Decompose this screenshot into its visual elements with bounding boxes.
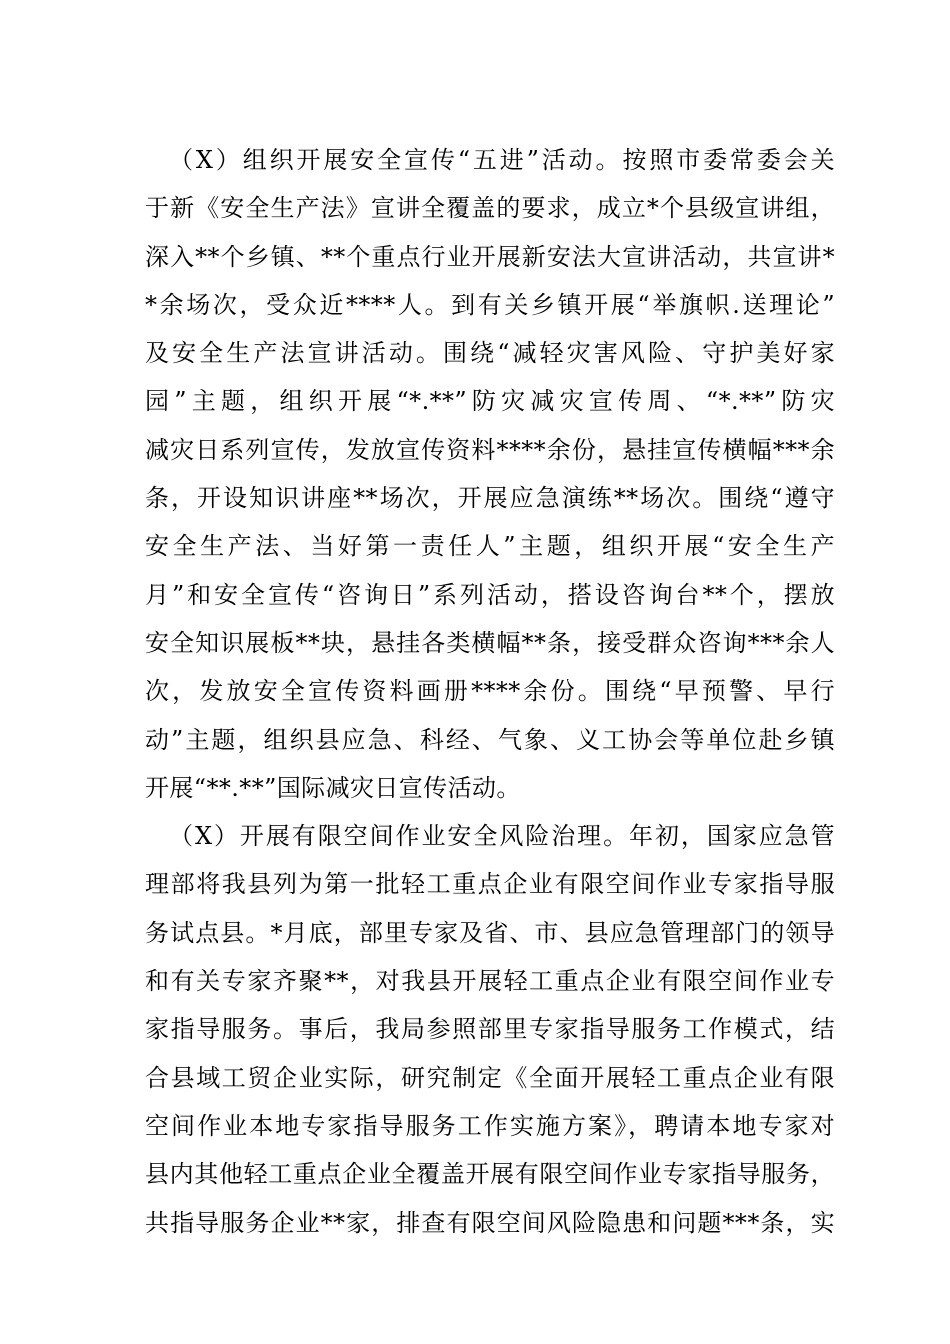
paragraph-1-line-12: 次，发放安全宣传资料画册****余份。围绕“早预警、早行 — [145, 677, 835, 706]
paragraph-1-line-5: 及安全生产法宣讲活动。围绕“减轻灾害风险、守护美好家 — [145, 339, 835, 368]
paragraph-1-line-7: 减灾日系列宣传，发放宣传资料****余份，悬挂宣传横幅***余 — [145, 435, 835, 464]
paragraph-1-line-1: （X）组织开展安全宣传“五进”活动。按照市委常委会关 — [169, 146, 835, 174]
paragraph-2-line-7: 空间作业本地专家指导服务工作实施方案》，聘请本地专家对 — [145, 1111, 835, 1140]
paragraph-2-line-9: 共指导服务企业**家，排查有限空间风险隐患和问题***条，实 — [145, 1208, 835, 1237]
paragraph-1-line-10: 月”和安全宣传“咨询日”系列活动，搭设咨询台**个，摆放 — [145, 580, 835, 609]
paragraph-1-line-8: 条，开设知识讲座**场次，开展应急演练**场次。围绕“遵守 — [145, 484, 835, 513]
paragraph-2-line-4: 和有关专家齐聚**，对我县开展轻工重点企业有限空间作业专 — [145, 967, 835, 996]
paragraph-1-line-14: 开展“**.**”国际减灾日宣传活动。 — [145, 773, 521, 802]
paragraph-1-line-9: 安全生产法、当好第一责任人”主题，组织开展“安全生产 — [145, 532, 835, 561]
paragraph-1-line-4: *余场次，受众近****人。到有关乡镇开展“举旗帜.送理论” — [145, 290, 835, 319]
paragraph-2-line-2: 理部将我县列为第一批轻工重点企业有限空间作业专家指导服 — [145, 870, 835, 899]
paragraph-2-line-8: 县内其他轻工重点企业全覆盖开展有限空间作业专家指导服务， — [145, 1160, 835, 1189]
paragraph-1-line-6: 园”主题，组织开展“*.**”防灾减灾宣传周、“*.**”防灾 — [145, 387, 835, 416]
paragraph-1-line-13: 动”主题，组织县应急、科经、气象、义工协会等单位赴乡镇 — [145, 725, 835, 754]
paragraph-2-line-3: 务试点县。*月底，部里专家及省、市、县应急管理部门的领导 — [145, 918, 835, 947]
document-body — [145, 136, 835, 1247]
paragraph-1-line-11: 安全知识展板**块，悬挂各类横幅**条，接受群众咨询***余人 — [145, 628, 835, 657]
paragraph-2-line-5: 家指导服务。事后，我局参照部里专家指导服务工作模式，结 — [145, 1015, 835, 1044]
paragraph-1-line-2: 于新《安全生产法》宣讲全覆盖的要求，成立*个县级宣讲组， — [145, 194, 835, 223]
paragraph-2-line-1: （X）开展有限空间作业安全风险治理。年初，国家应急管 — [169, 822, 835, 851]
paragraph-2-line-6: 合县域工贸企业实际，研究制定《全面开展轻工重点企业有限 — [145, 1063, 835, 1092]
paragraph-1-line-3: 深入**个乡镇、**个重点行业开展新安法大宣讲活动，共宣讲* — [145, 242, 835, 271]
